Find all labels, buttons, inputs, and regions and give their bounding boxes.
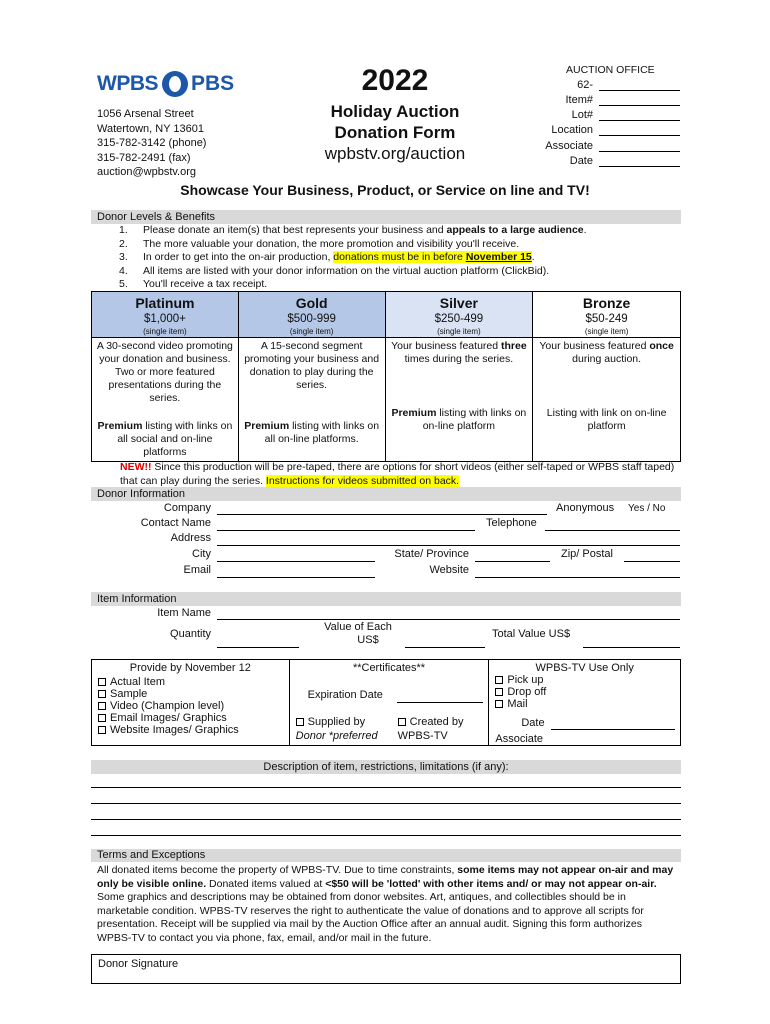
email-field[interactable] <box>217 577 375 578</box>
option-email-images[interactable] <box>98 712 283 724</box>
donor-signature-box[interactable] <box>91 954 681 984</box>
benefit-listing: Listing with link on on-line platform <box>546 407 667 432</box>
office-label: Location <box>551 124 593 136</box>
new-note-text: Since this production will be pre-taped, there are options for short videos (either self-taped or WPBS staff taped) that can play during the series. <box>120 461 675 487</box>
contact-name-label: Contact Name <box>140 517 211 529</box>
address-fax: 315-782-2491 (fax) <box>97 151 191 164</box>
checkbox-icon[interactable] <box>98 678 106 686</box>
showcase-heading: Showcase Your Business, Product, or Service on line and TV! <box>180 182 590 198</box>
level-note: (single item) <box>143 327 187 336</box>
certificates-column <box>289 660 489 746</box>
option-label: Pick up <box>507 674 544 686</box>
option-label: Drop off <box>507 686 547 698</box>
level-price: $250-499 <box>434 313 484 325</box>
option-mail[interactable] <box>495 698 674 710</box>
bronze-benefits <box>533 338 681 462</box>
benefit-text: listing with links on on-line platform <box>422 407 527 432</box>
terms-header: Terms and Exceptions <box>91 849 681 862</box>
platinum-benefits <box>92 338 239 462</box>
level-price: $500-999 <box>287 313 336 325</box>
option-label: Email Images/ Graphics <box>110 712 227 724</box>
donor-levels-table <box>91 291 681 462</box>
list-text: Please donate an item(s) that best represents your business and <box>143 224 447 236</box>
telephone-field[interactable] <box>545 530 680 531</box>
value-each-field[interactable] <box>405 647 485 648</box>
level-name: Silver <box>439 295 478 311</box>
office-associate-label: Associate <box>495 733 544 745</box>
checkbox-icon[interactable] <box>98 726 106 734</box>
city-label: City <box>192 548 211 560</box>
benefit-bold: once <box>649 340 674 352</box>
benefit-bold: Premium <box>391 407 437 419</box>
benefit-text <box>389 340 530 407</box>
office-use-column <box>489 660 681 746</box>
benefit-text: listing with links on all on-line platforms. <box>264 420 380 445</box>
list-number: 3. <box>119 251 128 263</box>
option-sample[interactable] <box>98 688 283 700</box>
option-label: Supplied by <box>307 716 366 728</box>
description-line[interactable] <box>91 787 681 788</box>
office-label: Date <box>569 155 593 167</box>
new-videos-note <box>120 461 680 488</box>
level-name: Platinum <box>135 295 195 311</box>
office-title: AUCTION OFFICE <box>566 64 655 76</box>
highlighted-text: donations must be in before <box>333 251 466 263</box>
option-label: Mail <box>507 698 528 710</box>
level-name: Gold <box>295 295 328 311</box>
website-label: Website <box>429 564 469 576</box>
levels-section-header: Donor Levels & Benefits <box>91 210 681 224</box>
list-item <box>119 251 587 265</box>
company-label: Company <box>163 502 211 514</box>
office-label: 62- <box>577 79 593 91</box>
checkbox-icon[interactable] <box>98 714 106 722</box>
provide-by-column <box>92 660 290 746</box>
city-field[interactable] <box>217 561 375 562</box>
terms-bold: <$50 will be 'lotted' with other items and/ or may not appear on-air. <box>325 877 657 890</box>
website-field[interactable] <box>475 577 680 578</box>
address-label: Address <box>170 532 211 544</box>
office-field-item <box>500 94 680 106</box>
list-item <box>119 238 587 252</box>
terms-part: Some graphics and descriptions may be obtained from donor websites. Art, antiques, and collectibles should be in marketable condition. WPBS-TV reserves the right to authenticate the value of donations and to approve all scripts for presentation. Receipt will be supplied via mail by the Auction Office after an annual audit. Signing this form authorizes WPBS-TV to contact you via phone, fax, email, and/or mail in the future. <box>97 891 644 944</box>
form-title <box>290 101 500 143</box>
benefit-listing <box>95 420 235 459</box>
benefit-text <box>536 340 677 407</box>
address-email: auction@wpbstv.org <box>97 166 197 178</box>
value-each-label <box>318 621 398 647</box>
checkbox-icon[interactable] <box>495 700 503 708</box>
level-note: (single item) <box>584 327 629 336</box>
description-line[interactable] <box>91 819 681 820</box>
benefit-text: during auction. <box>572 353 642 365</box>
benefit-bold: Premium <box>97 420 143 432</box>
office-line[interactable] <box>599 94 680 106</box>
option-label: Actual Item <box>110 676 166 688</box>
level-silver <box>385 292 533 338</box>
deadline-date: November 15 <box>465 251 532 263</box>
levels-list <box>119 224 587 292</box>
terms-text <box>97 864 677 945</box>
wpbs-logo <box>97 70 242 98</box>
item-details-table <box>91 659 681 746</box>
state-field[interactable] <box>475 561 550 562</box>
state-label: State/ Province <box>394 548 469 560</box>
quantity-label: Quantity <box>170 628 211 640</box>
address-line: Watertown, NY 13601 <box>97 122 205 135</box>
logo-pbs-text: PBS <box>191 72 235 95</box>
option-label: Video (Champion level) <box>110 700 225 712</box>
list-item <box>119 224 587 238</box>
option-label: Donor *preferred <box>295 730 378 742</box>
expiration-date-label: Expiration Date <box>307 689 383 701</box>
level-name: Bronze <box>582 295 631 311</box>
telephone-label: Telephone <box>486 517 537 529</box>
checkbox-icon[interactable] <box>296 718 304 726</box>
benefit-text: listing with links on all social and on-line platforms <box>117 420 233 458</box>
quantity-field[interactable] <box>217 647 299 648</box>
company-field[interactable] <box>217 514 547 515</box>
pbs-head-icon <box>162 71 188 97</box>
level-price: $1,000+ <box>143 313 186 325</box>
form-year: 2022 <box>361 64 429 97</box>
office-field-associate <box>500 140 680 152</box>
option-pick-up[interactable] <box>495 674 674 686</box>
office-label: Associate <box>545 140 593 152</box>
auction-url: wpbstv.org/auction <box>324 144 466 163</box>
checkbox-icon[interactable] <box>398 718 406 726</box>
option-label: Website Images/ Graphics <box>110 724 239 736</box>
checkbox-icon[interactable] <box>495 688 503 696</box>
logo-wpbs-text: WPBS <box>97 72 158 95</box>
office-line[interactable] <box>599 79 680 91</box>
silver-benefits <box>385 338 533 462</box>
zip-field[interactable] <box>624 561 680 562</box>
office-field-date <box>500 155 680 167</box>
title-line: Donation Form <box>334 123 456 142</box>
benefit-text: times during the series. <box>404 353 514 365</box>
item-info-header: Item Information <box>91 592 681 606</box>
total-value-label: Total Value US$ <box>492 628 571 640</box>
list-text: . <box>583 224 587 236</box>
list-text: In order to get into the on-air production, <box>143 251 334 263</box>
benefit-bold: Premium <box>244 420 290 432</box>
level-note: (single item) <box>437 327 481 336</box>
list-text: You'll receive a tax receipt. <box>143 278 268 290</box>
terms-part: Donated items valued at <box>206 877 326 890</box>
list-text: The more valuable your donation, the more promotion and visibility you'll receive. <box>143 237 520 250</box>
value-each-currency: US$ <box>357 634 379 646</box>
zip-label: Zip/ Postal <box>561 548 613 560</box>
checkbox-icon[interactable] <box>495 676 503 684</box>
office-label: Item# <box>565 94 593 106</box>
benefit-text: Your business featured <box>391 340 501 352</box>
list-item <box>119 278 587 292</box>
value-each-line: Value of Each <box>324 621 392 633</box>
total-value-field[interactable] <box>583 647 680 648</box>
list-text: All items are listed with your donor information on the virtual auction platform (ClickBid). <box>143 264 550 277</box>
benefit-text: A 15-second segment promoting your business and donation to play during the series. <box>244 340 380 391</box>
office-line[interactable] <box>599 140 680 152</box>
title-line: Holiday Auction <box>330 102 460 121</box>
item-name-label: Item Name <box>157 607 211 619</box>
option-supplied-by-donor[interactable] <box>296 715 378 743</box>
list-number: 4. <box>119 264 128 277</box>
office-line[interactable] <box>599 155 680 167</box>
option-label: Created by <box>409 716 464 728</box>
office-date-field[interactable] <box>551 729 675 730</box>
office-date-label: Date <box>521 717 545 729</box>
donor-info-header: Donor Information <box>91 487 681 501</box>
anonymous-yes-no[interactable]: Yes / No <box>628 503 666 514</box>
expiration-date-field[interactable] <box>397 702 483 703</box>
level-note: (single item) <box>289 327 334 336</box>
option-drop-off[interactable] <box>495 686 674 698</box>
video-instructions-link: Instructions for videos submitted on back. <box>265 474 460 487</box>
office-line[interactable] <box>599 124 680 136</box>
address-line: 1056 Arsenal Street <box>97 108 194 120</box>
email-label: Email <box>183 564 211 576</box>
donor-signature-label: Donor Signature <box>98 958 179 970</box>
option-created-by-wpbs[interactable] <box>398 715 464 743</box>
benefit-bold: three <box>501 340 527 352</box>
provide-title: Provide by November 12 <box>129 662 251 674</box>
levels-benefits-row <box>92 338 681 462</box>
level-price: $50-249 <box>585 313 628 325</box>
list-number: 2. <box>119 237 128 250</box>
description-header: Description of item, restrictions, limitations (if any): <box>91 760 681 774</box>
office-label: Lot# <box>571 109 593 121</box>
address-field[interactable] <box>217 545 680 546</box>
office-field-location <box>500 124 680 136</box>
benefit-listing <box>389 407 530 433</box>
list-text: . <box>531 251 535 263</box>
levels-header-row <box>92 292 681 338</box>
office-line[interactable] <box>599 109 680 121</box>
option-actual-item[interactable] <box>98 676 283 688</box>
level-platinum <box>92 292 239 338</box>
list-bold-text: appeals to a large audience <box>446 224 584 236</box>
benefit-listing <box>242 420 382 446</box>
checkbox-icon[interactable] <box>98 690 106 698</box>
option-label: Sample <box>110 688 148 700</box>
list-number: 1. <box>119 224 128 236</box>
list-number: 5. <box>119 278 128 290</box>
address-phone: 315-782-3142 (phone) <box>97 137 207 149</box>
contact-name-field[interactable] <box>217 530 475 531</box>
description-line[interactable] <box>91 835 681 836</box>
option-website-images[interactable] <box>98 724 283 736</box>
level-gold <box>238 292 385 338</box>
option-label: WPBS-TV <box>397 730 448 742</box>
checkbox-icon[interactable] <box>98 702 106 710</box>
office-field-62 <box>500 79 680 91</box>
terms-bold: some items may not appear on-air and may only be visible online. <box>97 864 674 890</box>
new-label: NEW!! <box>120 461 152 473</box>
gold-benefits <box>238 338 385 462</box>
station-address <box>97 107 206 180</box>
option-video[interactable] <box>98 700 283 712</box>
office-use-title: WPBS-TV Use Only <box>535 662 634 674</box>
item-name-field[interactable] <box>217 619 680 620</box>
certificates-title: **Certificates** <box>352 662 426 674</box>
list-item <box>119 265 587 279</box>
benefit-text: Your business featured <box>539 340 650 352</box>
description-line[interactable] <box>91 803 681 804</box>
benefit-text: A 30-second video promoting your donation and business. Two or more featured presentations during the series. <box>96 340 233 404</box>
anonymous-label: Anonymous <box>556 502 615 514</box>
level-bronze <box>533 292 681 338</box>
terms-part: All donated items become the property of WPBS-TV. Due to time constraints, <box>97 864 458 876</box>
office-field-lot <box>500 109 680 121</box>
